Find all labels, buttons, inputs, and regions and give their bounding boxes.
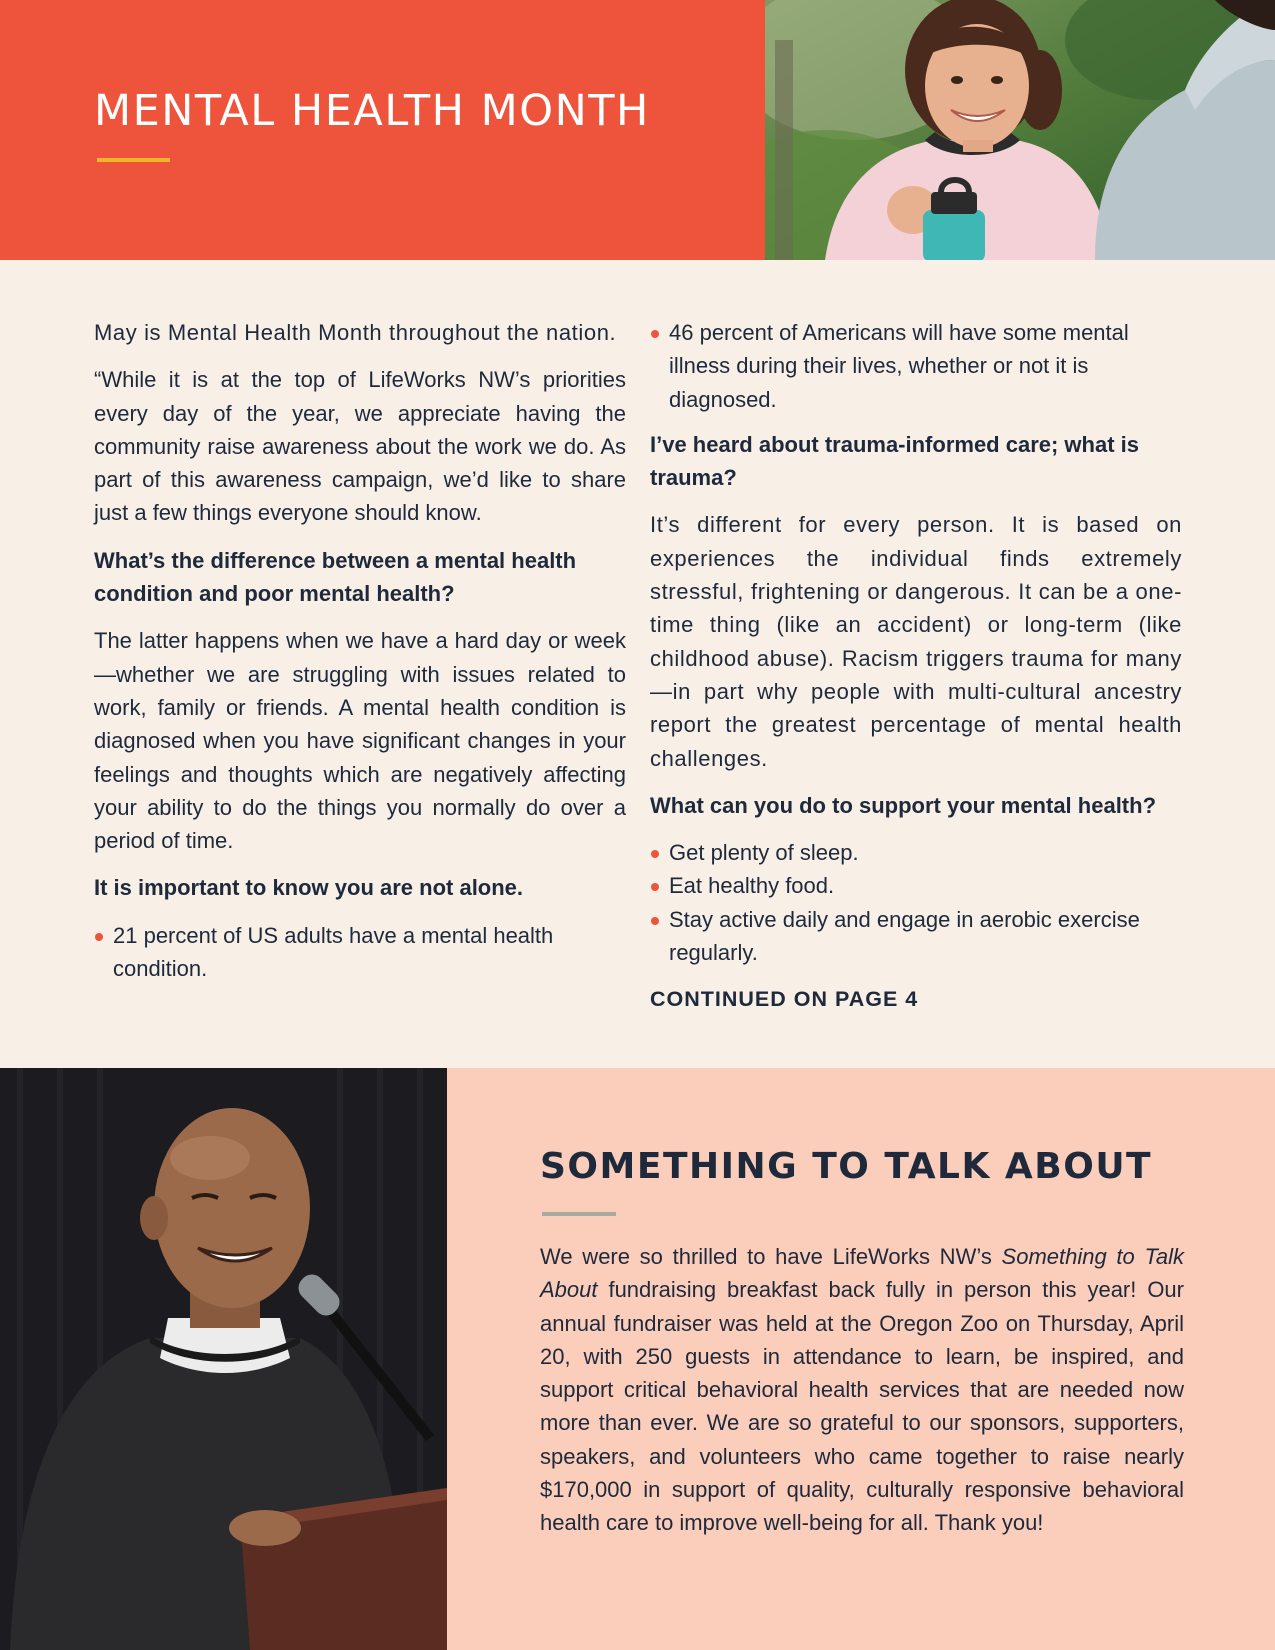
fundraiser-title-underline — [542, 1212, 616, 1216]
fundraiser-text-intro: We were so thrilled to have LifeWorks NW’s — [540, 1244, 1002, 1269]
intro-paragraph: May is Mental Health Month throughout the nation. — [94, 320, 617, 345]
list-item: Stay active daily and engage in aerobic exercise regularly. — [650, 903, 1182, 970]
title-underline — [97, 158, 170, 162]
question-heading-trauma: I’ve heard about trauma-informed care; what is trauma? — [650, 431, 1140, 491]
list-item: Get plenty of sleep. — [650, 836, 1182, 869]
page-title: MENTAL HEALTH MONTH — [94, 86, 650, 136]
photo-speaker-illustration — [0, 1068, 447, 1650]
question-heading-difference: What’s the difference between a mental health condition and poor mental health? — [94, 547, 577, 607]
article-column-right — [650, 316, 1182, 1017]
fundraiser-title: SOMETHING TO TALK ABOUT — [540, 1146, 1153, 1187]
answer-paragraph-difference: The latter happens when we have a hard day or week—whether we are struggling with issues related to work, family or friends. A mental health condition is diagnosed when you have significant changes in your feelings and thoughts which are negatively affecting your ability to do the things you normally do over a period of time. — [94, 628, 626, 854]
photo-smiling-woman — [765, 0, 1275, 260]
list-item: Eat healthy food. — [650, 869, 1182, 902]
fundraiser-paragraph — [540, 1240, 1184, 1540]
continued-link[interactable]: CONTINUED ON PAGE 4 — [650, 987, 919, 1012]
not-alone-heading: It is important to know you are not alone. — [94, 875, 524, 901]
fundraiser-event-name: Something to Talk About — [540, 1244, 1184, 1303]
quote-paragraph: “While it is at the top of LifeWorks NW’s priorities every day of the year, we appreciate having the community raise awareness about the work we do. As part of this awareness campaign, we’d like to share just a few things everyone should know. — [94, 367, 626, 526]
article-column-left — [94, 316, 626, 997]
photo-speaker-at-podium — [0, 1068, 447, 1650]
article — [0, 260, 1275, 1068]
not-alone-list-right — [650, 316, 1182, 416]
fundraiser-section — [0, 1068, 1275, 1650]
photo-smiling-woman-illustration — [765, 0, 1275, 260]
support-list — [650, 836, 1182, 969]
header — [0, 0, 1275, 260]
answer-paragraph-trauma: It’s different for every person. It is based on experiences the individual finds extremely stressful, frightening or dangerous. It can be a one-time thing (like an accident) or long-term (like childhood abuse). Racism triggers trauma for many—in part why people with multi-cultural ancestry report the greatest percentage of mental health challenges. — [650, 512, 1182, 771]
list-item: 21 percent of US adults have a mental health condition. — [94, 919, 626, 986]
list-item: 46 percent of Americans will have some mental illness during their lives, whether or not it is diagnosed. — [650, 316, 1182, 416]
fundraiser-text-rest: fundraising breakfast back fully in person this year! Our annual fundraiser was held at the Oregon Zoo on Thursday, April 20, with 250 guests in attendance to learn, be inspired, and support critical behavioral health services that are needed now more than ever. We are so grateful to our sponsors, supporters, speakers, and volunteers who came together to raise nearly $170,000 in support of quality, culturally responsive behavioral health care to improve well-being for all. Thank you! — [540, 1277, 1184, 1536]
not-alone-list-left — [94, 919, 626, 986]
question-heading-support: What can you do to support your mental health? — [650, 792, 1157, 818]
